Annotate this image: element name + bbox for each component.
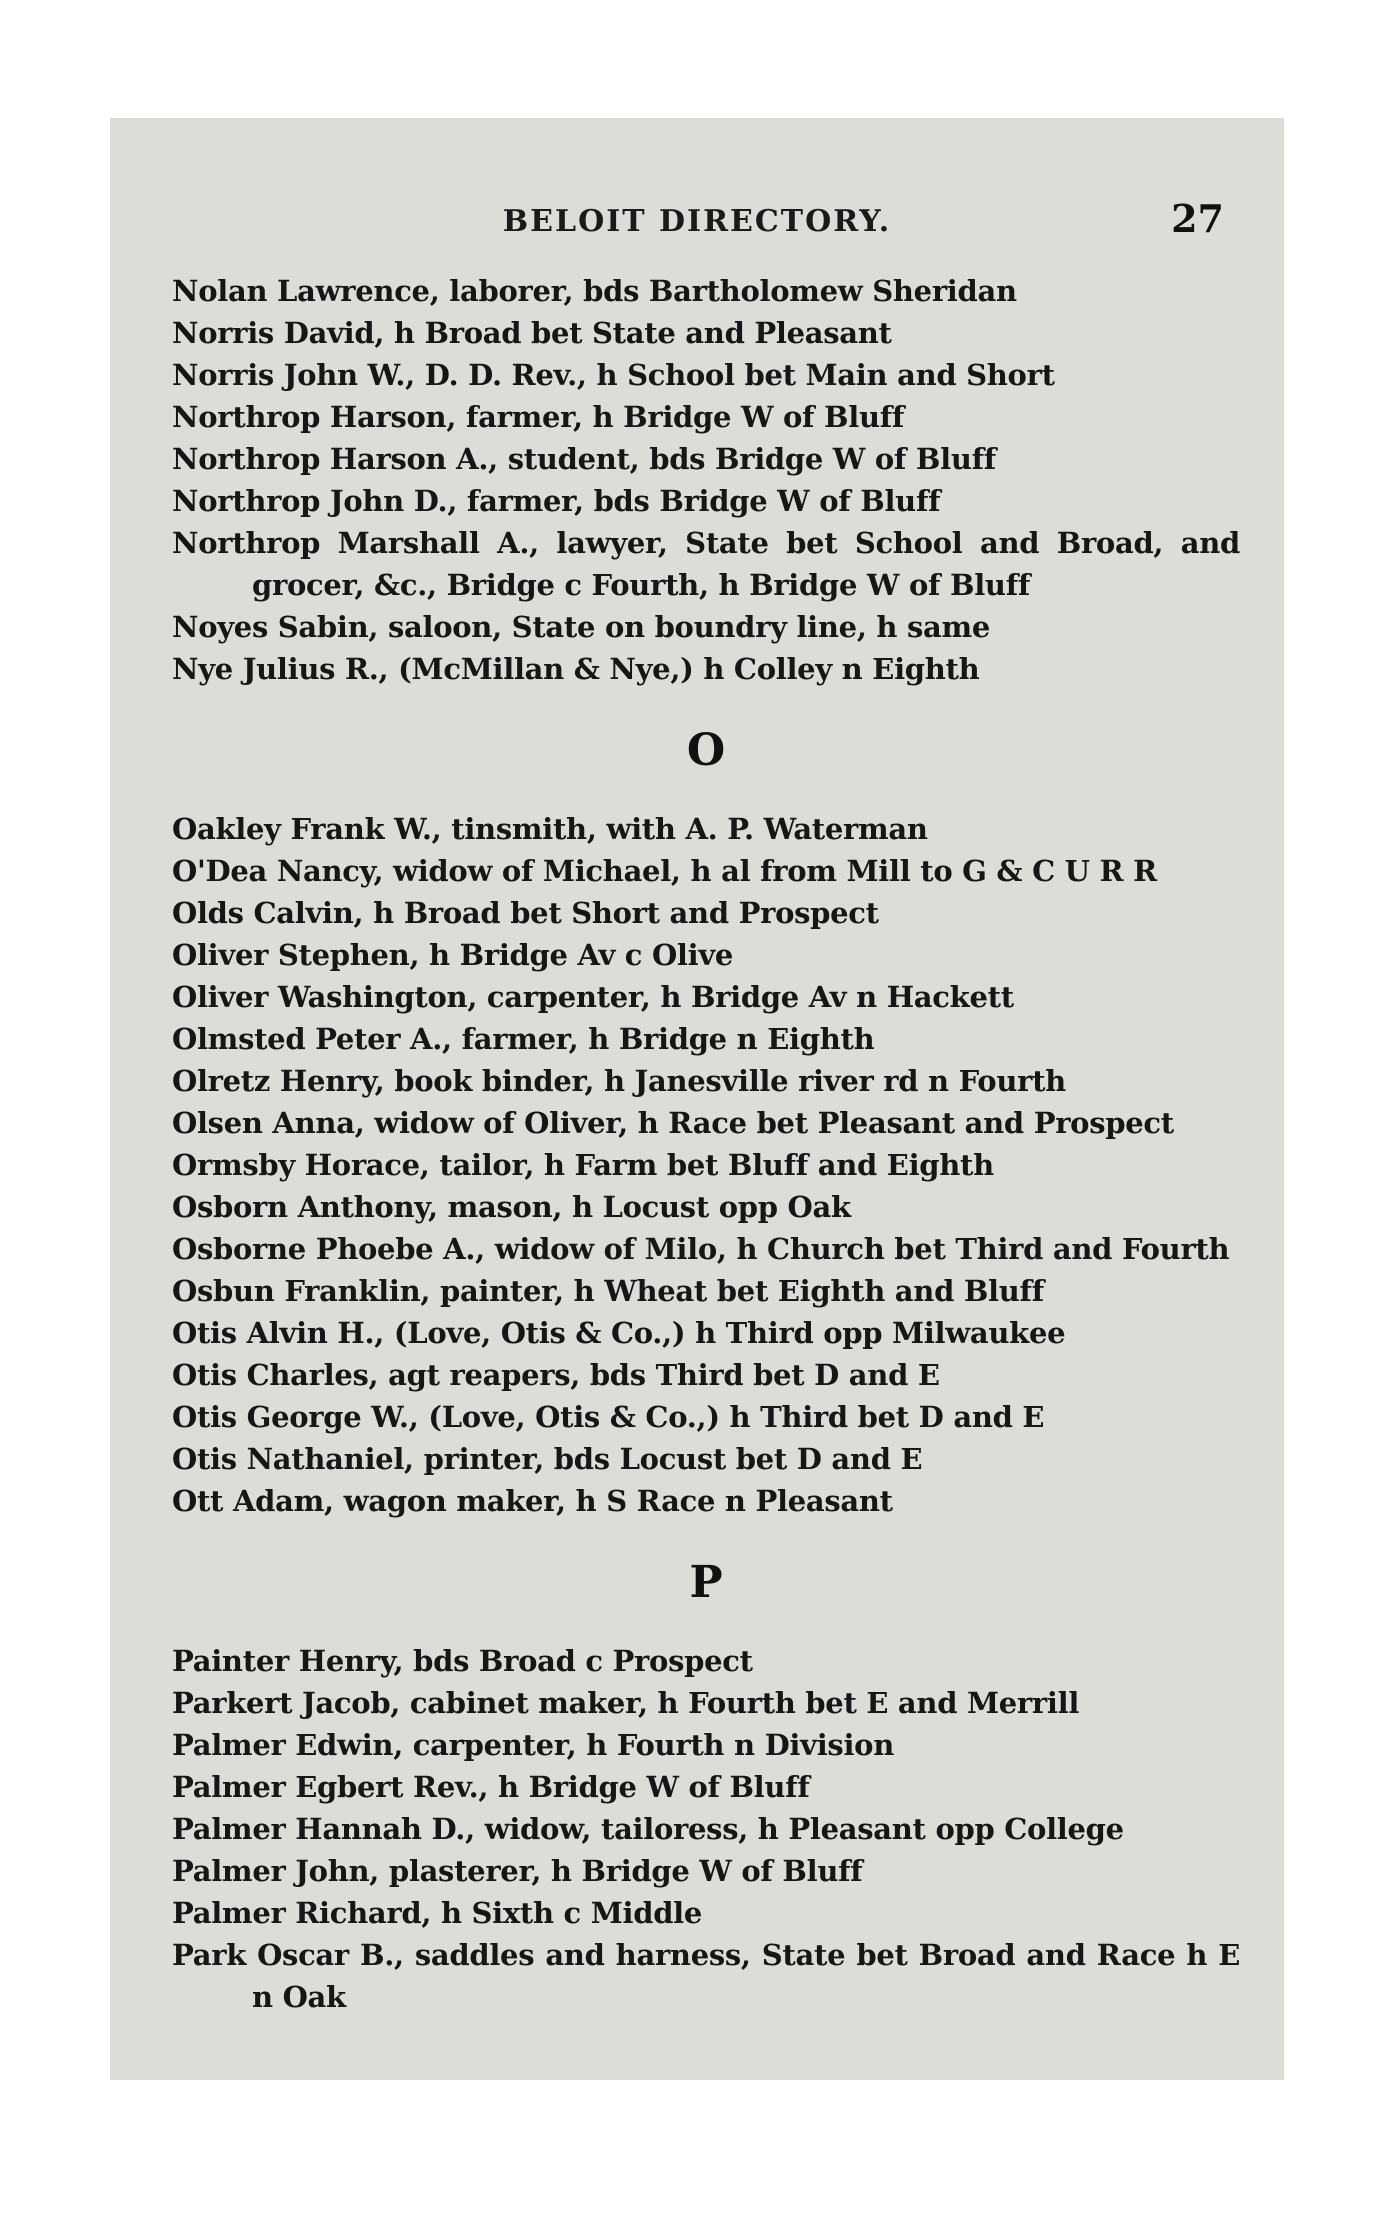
directory-entry: Northrop John D., farmer, bds Bridge W of Bluff: [172, 484, 941, 518]
directory-entry: Northrop Harson A., student, bds Bridge W of Bluff: [172, 442, 996, 476]
section-p: [172, 1556, 1240, 2018]
directory-entry: Nolan Lawrence, laborer, bds Bartholomew Sheridan: [172, 274, 1017, 308]
directory-entry: Palmer Edwin, carpenter, h Fourth n Division: [172, 1728, 894, 1762]
directory-page: [110, 118, 1284, 2080]
directory-entry: Osborn Anthony, mason, h Locust opp Oak: [172, 1190, 851, 1224]
directory-entry: Parkert Jacob, cabinet maker, h Fourth bet E and Merrill: [172, 1686, 1080, 1720]
directory-entry: Otis George W., (Love, Otis & Co.,) h Third bet D and E: [172, 1400, 1045, 1434]
page-number: 27: [1171, 196, 1224, 241]
directory-entry: Palmer Hannah D., widow, tailoress, h Pleasant opp College: [172, 1812, 1124, 1846]
directory-entry: Oliver Washington, carpenter, h Bridge Av n Hackett: [172, 980, 1014, 1014]
directory-entry: O'Dea Nancy, widow of Michael, h al from Mill to G & C U R R: [172, 854, 1157, 888]
directory-entry: Norris David, h Broad bet State and Pleasant: [172, 316, 892, 350]
directory-entry: Ormsby Horace, tailor, h Farm bet Bluff and Eighth: [172, 1148, 994, 1182]
directory-entry: Palmer Richard, h Sixth c Middle: [172, 1896, 703, 1930]
directory-entry: Otis Charles, agt reapers, bds Third bet D and E: [172, 1358, 940, 1392]
directory-entry: Park Oscar B., saddles and harness, State bet Broad and Race h E n Oak: [172, 1938, 1240, 2014]
directory-entry: Olretz Henry, book binder, h Janesville river rd n Fourth: [172, 1064, 1066, 1098]
section-letter-heading: O: [686, 725, 726, 776]
directory-entry: Painter Henry, bds Broad c Prospect: [172, 1644, 753, 1678]
directory-entry: Olmsted Peter A., farmer, h Bridge n Eighth: [172, 1022, 875, 1056]
directory-entry: Northrop Harson, farmer, h Bridge W of Bluff: [172, 400, 905, 434]
page-title: BELOIT DIRECTORY.: [502, 204, 892, 239]
directory-entry: Osbun Franklin, painter, h Wheat bet Eighth and Bluff: [172, 1274, 1044, 1308]
directory-entry: Otis Alvin H., (Love, Otis & Co.,) h Third opp Milwaukee: [172, 1316, 1066, 1350]
directory-entry: Noyes Sabin, saloon, State on boundry line, h same: [172, 610, 991, 644]
section-o: [172, 724, 1240, 1522]
directory-entry: Northrop Marshall A., lawyer, State bet School and Broad, and grocer, &c., Bridge c Fourth, h Bridge W of Bluff: [172, 526, 1240, 602]
directory-entry: Palmer Egbert Rev., h Bridge W of Bluff: [172, 1770, 810, 1804]
directory-entry: Palmer John, plasterer, h Bridge W of Bluff: [172, 1854, 863, 1888]
directory-listing: [172, 270, 1240, 2018]
directory-entry: Oakley Frank W., tinsmith, with A. P. Waterman: [172, 812, 928, 846]
section-n: [172, 270, 1240, 690]
directory-entry: Norris John W., D. D. Rev., h School bet Main and Short: [172, 358, 1055, 392]
section-letter-heading: P: [689, 1557, 723, 1608]
directory-entry: Osborne Phoebe A., widow of Milo, h Church bet Third and Fourth: [172, 1232, 1230, 1266]
running-head: [170, 196, 1224, 240]
directory-entry: Ott Adam, wagon maker, h S Race n Pleasant: [172, 1484, 893, 1518]
directory-entry: Nye Julius R., (McMillan & Nye,) h Colley n Eighth: [172, 652, 980, 686]
directory-entry: Olsen Anna, widow of Oliver, h Race bet Pleasant and Prospect: [172, 1106, 1174, 1140]
directory-entry: Otis Nathaniel, printer, bds Locust bet D and E: [172, 1442, 923, 1476]
directory-entry: Oliver Stephen, h Bridge Av c Olive: [172, 938, 734, 972]
directory-entry: Olds Calvin, h Broad bet Short and Prospect: [172, 896, 879, 930]
